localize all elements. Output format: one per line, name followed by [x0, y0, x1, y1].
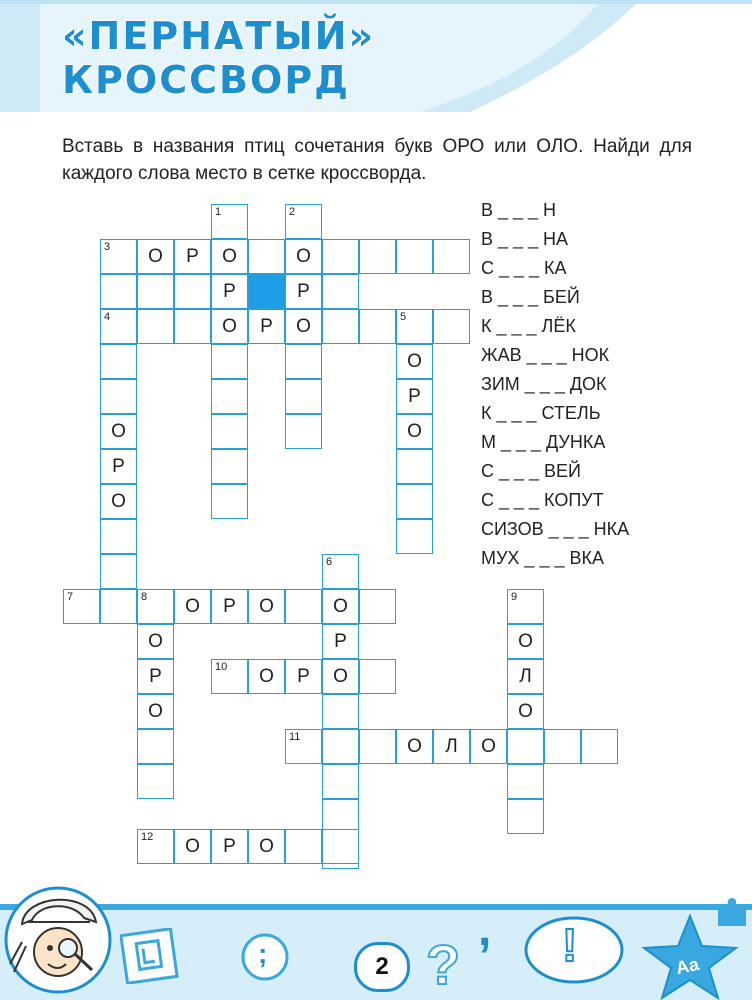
puzzle-piece-icon — [712, 892, 752, 932]
crossword-letter[interactable]: О — [285, 239, 322, 274]
letter-tile-icon — [120, 928, 180, 984]
crossword-cell[interactable] — [359, 729, 396, 764]
crossword-letter[interactable]: О — [100, 414, 137, 449]
crossword-cell[interactable] — [359, 589, 396, 624]
crossword-cell[interactable] — [322, 829, 359, 864]
crossword-cell[interactable] — [581, 729, 618, 764]
crossword-cell[interactable] — [359, 659, 396, 694]
crossword-cell[interactable] — [396, 449, 433, 484]
crossword-cell[interactable] — [100, 344, 137, 379]
crossword-letter[interactable]: О — [137, 694, 174, 729]
crossword-letter[interactable]: О — [137, 239, 174, 274]
crossword-cell[interactable] — [544, 729, 581, 764]
crossword-letter[interactable]: О — [507, 624, 544, 659]
crossword-cell[interactable] — [285, 829, 322, 864]
crossword-letter[interactable]: Р — [285, 274, 322, 309]
word-item: ЖАВ _ _ _ НОК — [481, 345, 610, 365]
word-item: М _ _ _ ДУНКА — [481, 432, 606, 452]
crossword-letter[interactable]: О — [248, 659, 285, 694]
crossword-letter[interactable]: О — [248, 829, 285, 864]
clue-number: 10 — [215, 661, 228, 673]
crossword-letter[interactable]: О — [396, 729, 433, 764]
crossword-letter[interactable]: Р — [322, 624, 359, 659]
letters-badge-text: Aa — [674, 953, 701, 979]
crossword-cell[interactable] — [396, 519, 433, 554]
crossword-cell[interactable] — [248, 239, 285, 274]
clue-number: 2 — [289, 206, 296, 218]
crossword-cell[interactable] — [322, 729, 359, 764]
page-title-line1: «ПЕРНАТЫЙ» — [62, 14, 376, 58]
semicolon-glyph: ; — [258, 938, 268, 969]
clue-number: 5 — [400, 311, 407, 323]
crossword-cell[interactable] — [359, 309, 396, 344]
crossword-cell[interactable] — [322, 274, 359, 309]
crossword-letter[interactable]: О — [285, 309, 322, 344]
crossword-cell[interactable] — [100, 554, 137, 589]
clue-number: 3 — [104, 241, 111, 253]
crossword-letter[interactable]: Р — [211, 589, 248, 624]
crossword-letter[interactable]: О — [137, 624, 174, 659]
word-item: МУХ _ _ _ ВКА — [481, 548, 604, 568]
crossword-cell[interactable] — [322, 239, 359, 274]
crossword-cell[interactable] — [396, 484, 433, 519]
crossword-letter[interactable]: О — [174, 829, 211, 864]
clue-number: 6 — [326, 556, 333, 568]
crossword-letter[interactable]: Р — [211, 829, 248, 864]
page-number: 2 — [354, 942, 410, 992]
crossword-letter[interactable]: О — [211, 309, 248, 344]
crossword-letter[interactable]: Р — [248, 309, 285, 344]
crossword-cell[interactable] — [285, 344, 322, 379]
word-item: К _ _ _ ЛЁК — [481, 316, 576, 336]
crossword-letter[interactable]: О — [174, 589, 211, 624]
crossword-cell[interactable] — [100, 274, 137, 309]
task-instruction: Вставь в названия птиц сочетания букв ОРО или ОЛО. Найди для каждого слова место в сетке кроссворда. — [62, 136, 692, 184]
crossword-cell[interactable] — [433, 239, 470, 274]
crossword-cell[interactable] — [137, 274, 174, 309]
crossword-cell[interactable] — [396, 239, 433, 274]
crossword-letter[interactable]: Л — [507, 659, 544, 694]
crossword-cell[interactable] — [433, 309, 470, 344]
word-item: С _ _ _ КОПУТ — [481, 490, 604, 510]
clue-number: 8 — [141, 591, 148, 603]
clue-number: 12 — [141, 831, 154, 843]
crossword-cell[interactable] — [174, 274, 211, 309]
crossword-letter[interactable]: О — [322, 589, 359, 624]
crossword-letter[interactable]: О — [396, 414, 433, 449]
word-item: С _ _ _ ВЕЙ — [481, 461, 581, 481]
crossword-cell[interactable] — [507, 729, 544, 764]
crossword-cell[interactable] — [211, 379, 248, 414]
crossword-cell[interactable] — [507, 764, 544, 799]
clue-number: 7 — [67, 591, 74, 603]
crossword-letter[interactable]: О — [507, 694, 544, 729]
crossword-cell[interactable] — [211, 344, 248, 379]
crossword-cell[interactable] — [100, 589, 137, 624]
crossword-letter[interactable]: О — [322, 659, 359, 694]
word-list — [481, 196, 629, 573]
crossword-letter[interactable]: Л — [433, 729, 470, 764]
crossword-cell[interactable] — [137, 309, 174, 344]
word-item: В _ _ _ НА — [481, 229, 569, 249]
crossword-cell[interactable] — [100, 379, 137, 414]
word-item: К _ _ _ СТЕЛЬ — [481, 403, 601, 423]
word-item: СИЗОВ _ _ _ НКА — [481, 519, 630, 539]
crossword-cell[interactable] — [211, 414, 248, 449]
footer — [0, 872, 752, 1000]
mascot-boy-icon — [0, 872, 120, 1000]
crossword-letter[interactable]: Р — [211, 274, 248, 309]
crossword-cell[interactable] — [100, 519, 137, 554]
crossword-letter[interactable]: О — [470, 729, 507, 764]
crossword-cell[interactable] — [137, 729, 174, 764]
clue-number: 9 — [511, 591, 518, 603]
word-item: В _ _ _ БЕЙ — [481, 287, 580, 307]
crossword-letter[interactable]: Р — [285, 659, 322, 694]
crossword-cell[interactable] — [285, 589, 322, 624]
crossword-letter[interactable]: О — [211, 239, 248, 274]
crossword-letter[interactable]: О — [248, 589, 285, 624]
page-title-line2: КРОССВОРД — [62, 58, 350, 102]
crossword-letter[interactable]: О — [100, 484, 137, 519]
crossword-cell[interactable] — [285, 379, 322, 414]
crossword-cell[interactable] — [322, 764, 359, 799]
crossword-cell[interactable] — [285, 414, 322, 449]
exclamation-glyph: ! — [562, 919, 578, 971]
clue-number: 11 — [289, 731, 301, 743]
crossword-letter[interactable]: Р — [137, 659, 174, 694]
word-item: С _ _ _ КА — [481, 258, 567, 278]
crossword-cell[interactable] — [248, 274, 285, 309]
crossword-cell[interactable] — [137, 764, 174, 799]
crossword-letter[interactable]: Р — [174, 239, 211, 274]
crossword-cell[interactable] — [322, 694, 359, 729]
crossword-cell[interactable] — [211, 449, 248, 484]
comma-glyph: , — [478, 903, 492, 956]
clue-number: 4 — [104, 311, 111, 323]
crossword-cell[interactable] — [359, 239, 396, 274]
crossword-letter[interactable]: Р — [100, 449, 137, 484]
word-item: ЗИМ _ _ _ ДОК — [481, 374, 607, 394]
clue-number: 1 — [215, 206, 222, 218]
crossword-cell[interactable] — [174, 309, 211, 344]
crossword-letter[interactable]: Р — [396, 379, 433, 414]
crossword-cell[interactable] — [211, 484, 248, 519]
crossword-letter[interactable]: О — [396, 344, 433, 379]
crossword-cell[interactable] — [507, 799, 544, 834]
crossword-cell[interactable] — [322, 309, 359, 344]
question-glyph: ? — [426, 933, 461, 996]
word-item: В _ _ _ Н — [481, 200, 557, 220]
